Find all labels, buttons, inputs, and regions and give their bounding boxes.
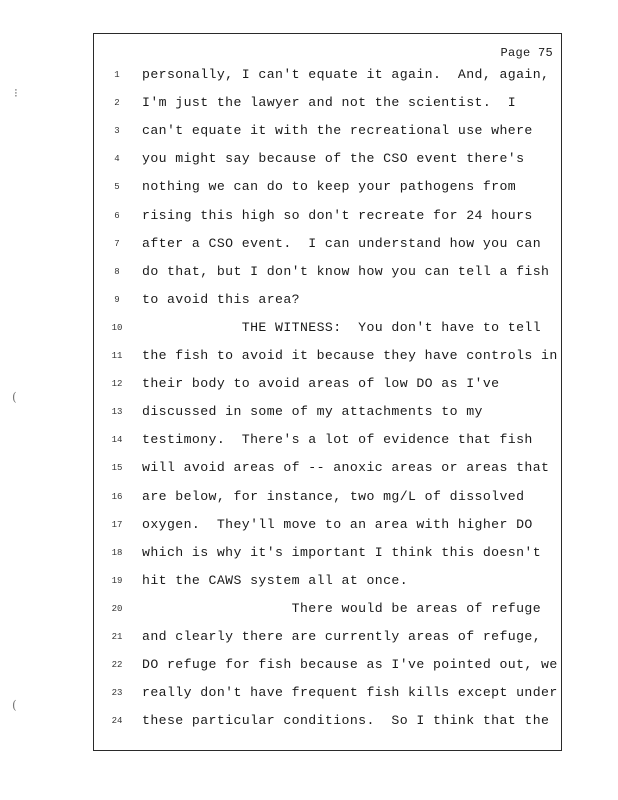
line-text: really don't have frequent fish kills except under <box>142 685 558 701</box>
line-number: 3 <box>114 126 120 137</box>
transcript-line <box>94 121 561 141</box>
line-number: 12 <box>111 379 123 390</box>
line-text: testimony. There's a lot of evidence that fish <box>142 432 533 448</box>
line-number: 17 <box>111 519 123 530</box>
line-text: personally, I can't equate it again. And, again, <box>142 67 550 82</box>
transcript-line <box>94 571 561 591</box>
transcript-line <box>94 487 561 507</box>
line-text: are below, for instance, two mg/L of dissolved <box>142 488 525 504</box>
transcript-line <box>94 346 561 366</box>
margin-mark: ⁝ <box>14 86 18 100</box>
transcript-line <box>94 402 561 422</box>
line-number: 4 <box>114 154 120 165</box>
transcript-line <box>94 93 561 113</box>
transcript-line <box>94 515 561 535</box>
line-text: rising this high so don't recreate for 24 hours <box>142 207 533 223</box>
transcript-line <box>94 262 561 282</box>
transcript-line <box>94 543 561 563</box>
transcript-line <box>94 430 561 450</box>
line-number: 10 <box>111 322 123 333</box>
transcript-line <box>94 374 561 394</box>
line-number: 24 <box>111 716 123 727</box>
line-number: 19 <box>111 575 123 586</box>
line-text: nothing we can do to keep your pathogens from <box>142 179 517 195</box>
line-number: 7 <box>114 238 120 249</box>
line-text: which is why it's important I think this doesn't <box>142 544 542 560</box>
line-number: 13 <box>111 407 123 418</box>
transcript-line <box>94 149 561 169</box>
transcript-line <box>94 683 561 703</box>
line-number: 6 <box>114 210 120 221</box>
line-text: I'm just the lawyer and not the scientist. I <box>142 95 517 111</box>
margin-mark: ( <box>12 390 17 404</box>
line-text: can't equate it with the recreational use where <box>142 123 533 139</box>
line-text: hit the CAWS system all at once. <box>142 572 409 588</box>
transcript-line <box>94 234 561 254</box>
line-number: 8 <box>114 266 120 277</box>
line-number: 18 <box>111 547 123 558</box>
line-text: the fish to avoid it because they have controls in <box>142 348 558 363</box>
line-number: 22 <box>111 660 123 671</box>
line-number: 14 <box>111 435 123 446</box>
line-text: to avoid this area? <box>142 291 300 307</box>
transcript-line <box>94 206 561 226</box>
line-number: 11 <box>111 351 123 361</box>
transcript-line <box>94 655 561 675</box>
line-text: you might say because of the CSO event there's <box>142 151 525 167</box>
transcript-page <box>93 33 562 751</box>
line-text: will avoid areas of -- anoxic areas or areas that <box>142 460 550 476</box>
line-text: There would be areas of refuge <box>142 600 542 616</box>
transcript-line <box>94 65 561 85</box>
line-number: 5 <box>114 182 120 193</box>
line-text: and clearly there are currently areas of refuge, <box>142 629 542 644</box>
line-text: do that, but I don't know how you can tell a fish <box>142 263 550 279</box>
line-number: 20 <box>111 603 123 614</box>
transcript-line <box>94 711 561 731</box>
transcript-line <box>94 290 561 310</box>
line-number: 16 <box>111 491 123 502</box>
line-text: THE WITNESS: You don't have to tell <box>142 319 542 335</box>
transcript-line <box>94 599 561 619</box>
transcript-line <box>94 458 561 478</box>
transcript-line <box>94 318 561 338</box>
line-text: these particular conditions. So I think that the <box>142 713 550 729</box>
line-number: 21 <box>111 632 123 642</box>
line-number: 1 <box>114 70 120 80</box>
line-text: their body to avoid areas of low DO as I've <box>142 376 500 392</box>
line-number: 9 <box>114 294 120 305</box>
line-text: discussed in some of my attachments to my <box>142 404 483 420</box>
margin-mark: ( <box>12 698 17 712</box>
line-number: 23 <box>111 688 123 699</box>
line-text: DO refuge for fish because as I've pointed out, we <box>142 657 558 673</box>
line-number: 2 <box>114 98 120 109</box>
line-text: after a CSO event. I can understand how you can <box>142 235 542 251</box>
page-number: Page 75 <box>500 46 553 60</box>
transcript-line <box>94 177 561 197</box>
line-number: 15 <box>111 463 123 474</box>
transcript-line <box>94 627 561 647</box>
line-text: oxygen. They'll move to an area with higher DO <box>142 516 533 532</box>
